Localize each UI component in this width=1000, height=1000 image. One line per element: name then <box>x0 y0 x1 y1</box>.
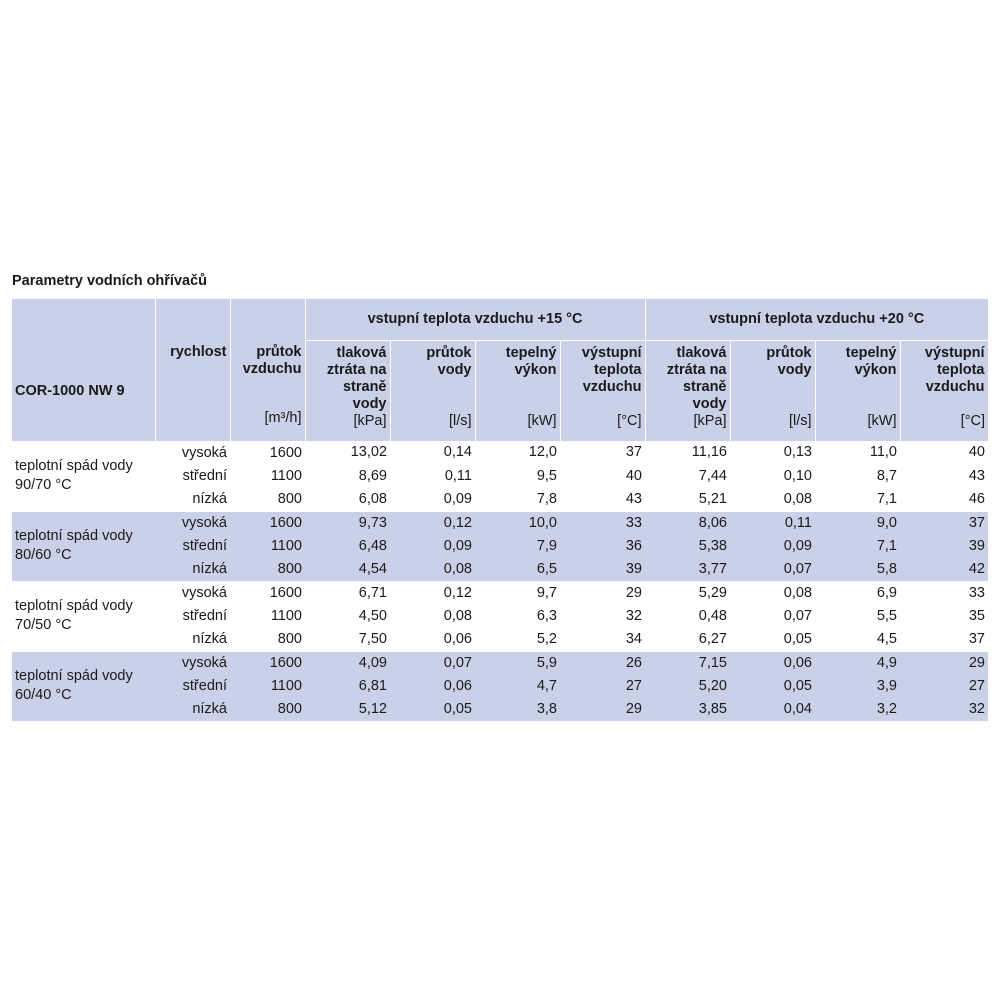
airflow-cell: 1100 <box>230 535 305 558</box>
pressure-loss-20-cell: 3,77 <box>645 558 730 582</box>
heat-output-20-cell: 4,9 <box>815 651 900 675</box>
water-flow-20-cell: 0,11 <box>730 511 815 535</box>
water-flow-20-cell: 0,05 <box>730 675 815 698</box>
heat-output-15-cell: 6,5 <box>475 558 560 582</box>
col-pressure-loss-20: tlaková ztráta na straně vody <box>645 341 730 414</box>
heat-output-20-cell: 8,7 <box>876 467 897 484</box>
speed-cell: střední <box>155 675 230 698</box>
airflow-cell: 800 <box>277 490 302 507</box>
pressure-loss-20-cell: 0,48 <box>698 607 727 624</box>
heat-output-15-cell: 5,2 <box>536 630 557 647</box>
airflow-cell: 1100 <box>270 607 302 624</box>
outlet-temp-20-cell: 32 <box>900 698 988 721</box>
outlet-temp-15-cell: 32 <box>625 607 642 624</box>
heat-output-15-cell: 12,0 <box>528 444 557 461</box>
airflow-cell: 1100 <box>270 467 302 484</box>
speed-cell: nízká <box>192 630 227 647</box>
outlet-temp-20-cell: 39 <box>900 535 988 558</box>
col-pressure-loss-15: tlaková ztráta na straně vody <box>305 341 390 414</box>
water-flow-15-cell: 0,07 <box>390 651 475 675</box>
speed-cell: vysoká <box>181 444 227 461</box>
water-flow-20-cell: 0,08 <box>783 490 812 507</box>
water-flow-20-cell: 0,07 <box>730 558 815 582</box>
speed-cell: vysoká <box>155 581 230 605</box>
unit-pressure-loss-15: [kPa] <box>305 413 390 441</box>
group-header-20: vstupní teplota vzduchu +20 °C <box>645 299 988 341</box>
water-flow-20-cell: 0,13 <box>783 444 812 461</box>
outlet-temp-20-cell: 33 <box>900 581 988 605</box>
col-water-flow-20: průtok vody <box>730 341 815 414</box>
water-flow-20-cell: 0,07 <box>783 607 812 624</box>
pressure-loss-15-cell: 6,71 <box>305 581 390 605</box>
pressure-loss-15-cell: 4,50 <box>358 607 387 624</box>
water-flow-20-cell: 0,08 <box>730 581 815 605</box>
airflow-cell: 800 <box>230 698 305 721</box>
pressure-loss-15-cell: 8,69 <box>358 467 387 484</box>
outlet-temp-20-cell: 37 <box>900 511 988 535</box>
unit-pressure-loss-20: [kPa] <box>645 413 730 441</box>
table-row <box>12 651 988 675</box>
pressure-loss-20-cell: 6,27 <box>698 630 727 647</box>
water-flow-15-cell: 0,08 <box>390 558 475 582</box>
outlet-temp-15-cell: 43 <box>625 490 642 507</box>
outlet-temp-20-cell: 35 <box>968 607 985 624</box>
outlet-temp-15-cell: 33 <box>560 511 645 535</box>
water-gradient-label: teplotní spád vody 70/50 °C <box>12 581 155 651</box>
table-title: Parametry vodních ohřívačů <box>12 273 208 289</box>
unit-water-flow-15: [l/s] <box>390 413 475 441</box>
heat-output-20-cell: 4,5 <box>876 630 897 647</box>
outlet-temp-20-cell: 40 <box>968 444 985 461</box>
outlet-temp-15-cell: 27 <box>560 675 645 698</box>
outlet-temp-15-cell: 36 <box>560 535 645 558</box>
speed-cell: nízká <box>155 558 230 582</box>
table-row <box>12 488 988 512</box>
water-gradient-label: teplotní spád vody 60/40 °C <box>12 651 155 721</box>
water-flow-15-cell: 0,09 <box>390 535 475 558</box>
outlet-temp-20-cell: 46 <box>968 490 985 507</box>
water-gradient-label: teplotní spád vody 90/70 °C <box>15 458 133 493</box>
water-gradient-label: teplotní spád vody 80/60 °C <box>12 511 155 581</box>
water-flow-20-cell: 0,10 <box>783 467 812 484</box>
heat-output-15-cell: 9,7 <box>475 581 560 605</box>
pressure-loss-20-cell: 5,38 <box>645 535 730 558</box>
water-flow-15-cell: 0,09 <box>443 490 472 507</box>
speed-header: rychlost <box>155 299 230 441</box>
unit-outlet-temp-15: [°C] <box>560 413 645 441</box>
water-flow-15-cell: 0,05 <box>390 698 475 721</box>
airflow-cell: 1600 <box>230 511 305 535</box>
airflow-cell: 1600 <box>269 444 302 461</box>
table-row <box>12 698 988 721</box>
table-row <box>12 441 988 465</box>
pressure-loss-20-cell: 8,06 <box>645 511 730 535</box>
unit-outlet-temp-20: [°C] <box>900 413 988 441</box>
water-flow-20-cell: 0,09 <box>730 535 815 558</box>
table-header <box>12 299 988 441</box>
table-row <box>12 675 988 698</box>
heat-output-20-cell: 5,8 <box>815 558 900 582</box>
heat-output-15-cell: 10,0 <box>475 511 560 535</box>
heat-output-20-cell: 6,9 <box>815 581 900 605</box>
table-row <box>12 558 988 582</box>
outlet-temp-15-cell: 40 <box>625 467 642 484</box>
water-flow-15-cell: 0,14 <box>443 444 472 461</box>
airflow-header <box>230 299 305 441</box>
airflow-cell: 800 <box>277 630 302 647</box>
speed-cell: nízká <box>155 698 230 721</box>
pressure-loss-15-cell: 5,12 <box>305 698 390 721</box>
pressure-loss-15-cell: 6,81 <box>305 675 390 698</box>
airflow-cell: 1600 <box>230 651 305 675</box>
table-row <box>12 535 988 558</box>
unit-water-flow-20: [l/s] <box>730 413 815 441</box>
pressure-loss-15-cell: 13,02 <box>350 444 387 461</box>
heat-output-15-cell: 7,9 <box>475 535 560 558</box>
col-outlet-temp-15: výstupní teplota vzduchu <box>560 341 645 414</box>
pressure-loss-20-cell: 7,44 <box>698 467 727 484</box>
pressure-loss-15-cell: 4,09 <box>305 651 390 675</box>
heat-output-20-cell: 11,0 <box>869 444 897 461</box>
table-row <box>12 511 988 535</box>
table-row <box>12 628 988 652</box>
heat-output-15-cell: 6,3 <box>536 607 557 624</box>
col-heat-output-15: tepelný výkon <box>475 341 560 414</box>
heat-output-15-cell: 5,9 <box>475 651 560 675</box>
model-header: COR-1000 NW 9 <box>12 299 155 441</box>
heat-output-20-cell: 5,5 <box>876 607 897 624</box>
outlet-temp-20-cell: 43 <box>968 467 985 484</box>
airflow-label: průtok vzduchu <box>242 344 302 377</box>
outlet-temp-20-cell: 27 <box>900 675 988 698</box>
pressure-loss-20-cell: 7,15 <box>645 651 730 675</box>
outlet-temp-20-cell: 42 <box>900 558 988 582</box>
table-body <box>12 441 988 721</box>
pressure-loss-15-cell: 4,54 <box>305 558 390 582</box>
heat-output-15-cell: 9,5 <box>536 467 557 484</box>
table-row <box>12 465 988 488</box>
heat-output-20-cell: 3,9 <box>815 675 900 698</box>
table-row <box>12 605 988 628</box>
pressure-loss-20-cell: 5,21 <box>698 490 727 507</box>
heat-output-20-cell: 7,1 <box>815 535 900 558</box>
water-flow-20-cell: 0,04 <box>730 698 815 721</box>
heat-output-20-cell: 9,0 <box>815 511 900 535</box>
unit-heat-output-15: [kW] <box>475 413 560 441</box>
pressure-loss-20-cell: 11,16 <box>691 444 727 461</box>
pressure-loss-20-cell: 5,29 <box>645 581 730 605</box>
water-flow-15-cell: 0,12 <box>390 511 475 535</box>
speed-cell: střední <box>182 467 227 484</box>
unit-heat-output-20: [kW] <box>815 413 900 441</box>
outlet-temp-15-cell: 29 <box>560 581 645 605</box>
airflow-cell: 1100 <box>230 675 305 698</box>
water-flow-15-cell: 0,06 <box>443 630 472 647</box>
outlet-temp-20-cell: 29 <box>900 651 988 675</box>
speed-cell: střední <box>155 535 230 558</box>
pressure-loss-15-cell: 6,08 <box>358 490 387 507</box>
outlet-temp-15-cell: 37 <box>625 444 642 461</box>
speed-cell: vysoká <box>155 651 230 675</box>
speed-cell: nízká <box>192 490 227 507</box>
col-heat-output-20: tepelný výkon <box>815 341 900 414</box>
heat-output-15-cell: 7,8 <box>536 490 557 507</box>
outlet-temp-15-cell: 26 <box>560 651 645 675</box>
water-flow-20-cell: 0,06 <box>730 651 815 675</box>
pressure-loss-15-cell: 6,48 <box>305 535 390 558</box>
water-flow-15-cell: 0,08 <box>443 607 472 624</box>
outlet-temp-15-cell: 34 <box>625 630 642 647</box>
speed-cell: střední <box>182 607 227 624</box>
pressure-loss-15-cell: 9,73 <box>305 511 390 535</box>
col-outlet-temp-20: výstupní teplota vzduchu <box>900 341 988 414</box>
heat-output-20-cell: 3,2 <box>815 698 900 721</box>
airflow-cell: 1600 <box>230 581 305 605</box>
heat-output-15-cell: 4,7 <box>475 675 560 698</box>
water-flow-15-cell: 0,06 <box>390 675 475 698</box>
outlet-temp-15-cell: 29 <box>560 698 645 721</box>
col-water-flow-15: průtok vody <box>390 341 475 414</box>
water-flow-20-cell: 0,05 <box>783 630 812 647</box>
outlet-temp-15-cell: 39 <box>560 558 645 582</box>
heat-output-20-cell: 7,1 <box>876 490 897 507</box>
pressure-loss-20-cell: 3,85 <box>645 698 730 721</box>
group-header-15: vstupní teplota vzduchu +15 °C <box>305 299 645 341</box>
speed-cell: vysoká <box>155 511 230 535</box>
pressure-loss-15-cell: 7,50 <box>358 630 387 647</box>
outlet-temp-20-cell: 37 <box>968 630 985 647</box>
water-flow-15-cell: 0,12 <box>390 581 475 605</box>
pressure-loss-20-cell: 5,20 <box>645 675 730 698</box>
heater-parameters-table <box>12 299 989 721</box>
airflow-cell: 800 <box>230 558 305 582</box>
airflow-unit: [m³/h] <box>264 410 302 426</box>
water-flow-15-cell: 0,11 <box>444 467 472 484</box>
heat-output-15-cell: 3,8 <box>475 698 560 721</box>
table-row <box>12 581 988 605</box>
